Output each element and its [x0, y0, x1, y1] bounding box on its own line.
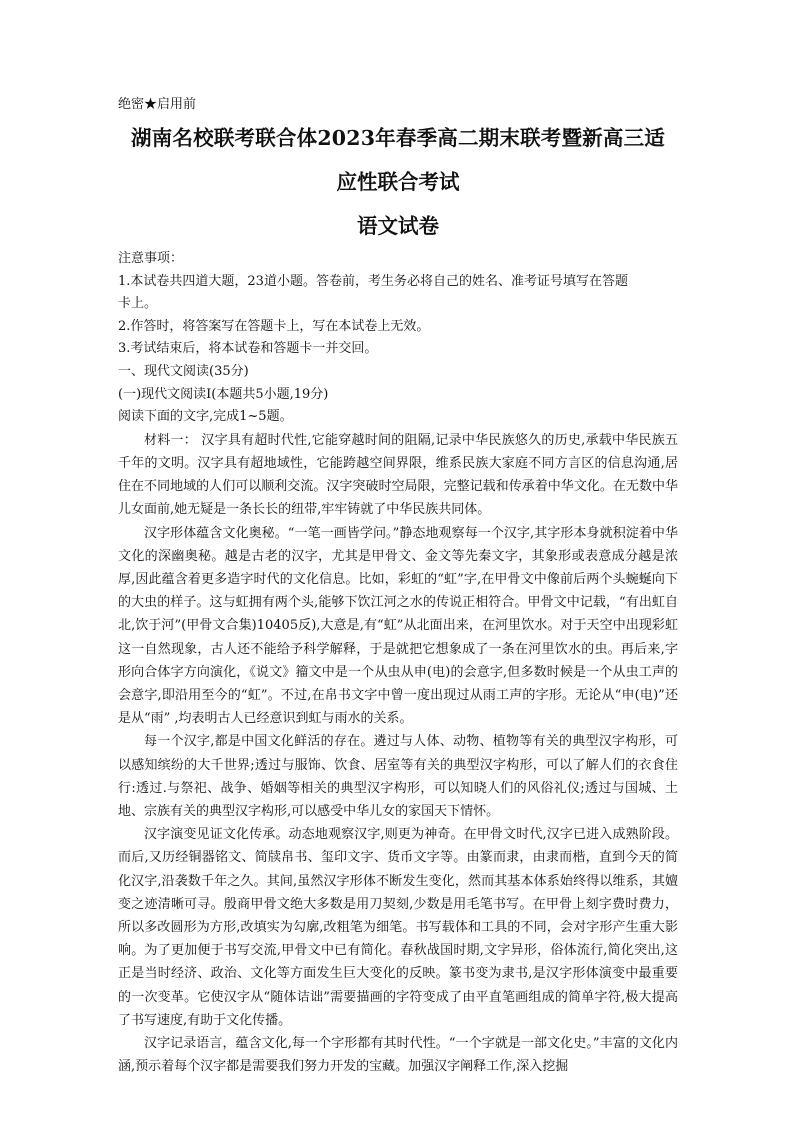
subpart-heading: (一)现代文阅读Ⅰ(本题共5小题,19分)	[118, 386, 329, 402]
exam-page	[118, 94, 678, 1078]
note-item-1a: 1.本试卷共四道大题，23道小题。答卷前，考生务必将自己的姓名、准考证号填写在答题	[118, 273, 628, 289]
passage-paragraph-1: 材料一： 汉字具有超时代性,它能穿越时间的阻隔,记录中华民族悠久的历史,承载中华民族五千年的文明。汉字具有超地域性，它能跨越空间界限，维系民族大家庭不同方言区的信息沟通,居住在不同地域的人们可以顺利交流。汉字突破时空局限，完整记载和传承着中华文化。在无数中华儿女面前,她无疑是一条长长的纽带,牢牢铸就了中华民族共同体。	[118, 432, 678, 518]
note-item-2: 2.作答时，将答案写在答题卡上，写在本试卷上无效。	[118, 318, 430, 334]
section-heading-block	[118, 361, 678, 429]
passage-paragraph-4: 汉字演变见证文化传承。动态地观察汉字,则更为神奇。在甲骨文时代,汉字已进入成熟阶段。而后,又历经铜器铭文、简牍帛书、玺印文字、货币文字等。由篆而隶，由隶而楷，直到今天的简化汉字,沿袭数千年之久。其间,虽然汉字形体不断发生变化，然而其基本体系始终得以维系，其嬗变之迹清晰可寻。殷商甲骨文绝大多数是用刀契刻,少数是用毛笔书写。在甲骨上刻字费时费力，所以多改圆形为方形,改填实为勾廓,改粗笔为细笔。书写载体和工具的不同，会对字形产生重大影响。为了更加便于书写交流,甲骨文中已有简化。春秋战国时期,文字异形，俗体流行,简化突出,这正是当时经济、政治、文化等方面发生巨大变化的反映。篆书变为隶书,是汉字形体演变中最重要的一次变革。它使汉字从“随体诘诎”需要描画的字符变成了由平直笔画组成的简单字符,极大提高了书写速度,有助于文化传播。	[118, 827, 678, 1028]
confidential-mark: 绝密★启用前	[118, 97, 197, 112]
notes-heading: 注意事项：	[118, 251, 184, 266]
passage-paragraph-5: 汉字记录语言，蕴含文化,每一个字形都有其时代性。“一个字就是一部文化史。”丰富的文化内涵,预示着每个汉字都是需要我们努力开发的宝藏。加强汉字阐释工作,深入挖掘	[118, 1036, 678, 1075]
passage-paragraph-2: 汉字形体蕴含文化奥秘。“一笔一画皆学问。”静态地观察每一个汉字,其字形本身就积淀着中华文化的深幽奥秘。越是古老的汉字，尤其是甲骨文、金文等先秦文字，其象形或表意成分越是浓厚,因此蕴含着更多造字时代的文化信息。比如，彩虹的“虹”字,在甲骨文中像前后两个头蜿蜒向下的大虫的样子。这与虹拥有两个头,能够下饮江河之水的传说正相符合。甲骨文中记载，“有出虹自北,饮于河”(甲骨文合集)10405反),大意是,有“虹”从北面出来，在河里饮水。对于天空中出现彩虹这一自然现象，古人还不能给予科学解释，于是就把它想象成了一条在河里饮水的虫。再后来,字形向合体字方向演化，《说文》籀文中是一个从虫从申(电)的会意字,但多数时候是一个从虫工声的会意字,即沿用至今的“虹”。不过,在帛书文字中曾一度出现过从雨工声的字形。无论从“申(电)”还是从“雨” ,均表明古人已经意识到虹与雨水的关系。	[118, 525, 678, 727]
notes-section	[118, 248, 678, 361]
note-item-3: 3.考试结束后，将本试卷和答题卡一并交回。	[118, 341, 378, 357]
passage-paragraph-3: 每一个汉字,都是中国文化鲜活的存在。遴过与人体、动物、植物等有关的典型汉字构形，可以感知缤纷的大千世界;透过与服饰、饮食、居室等有关的典型汉字构形，可以了解人们的衣食住行:透过.与祭祀、战争、婚姻等相关的典型汉字构形，可以知晓人们的风俗礼仪;透过与国城、土地、宗族有关的典型汉字构形,可以感受中华儿女的家国天下情怀。	[118, 734, 678, 819]
note-item-1b: 卡上。	[118, 296, 158, 312]
exam-title-line1: 湖南名校联考联合体2023年春季高二期末联考暨新高三适	[131, 126, 665, 150]
reading-instruction: 阅读下面的文字,完成1~5题。	[118, 409, 293, 425]
subject-title: 语文试卷	[357, 214, 439, 238]
reading-passage	[118, 429, 678, 1079]
exam-title-line2: 应性联合考试	[336, 170, 460, 194]
part-heading: 一、现代文阅读(35分)	[118, 363, 249, 379]
